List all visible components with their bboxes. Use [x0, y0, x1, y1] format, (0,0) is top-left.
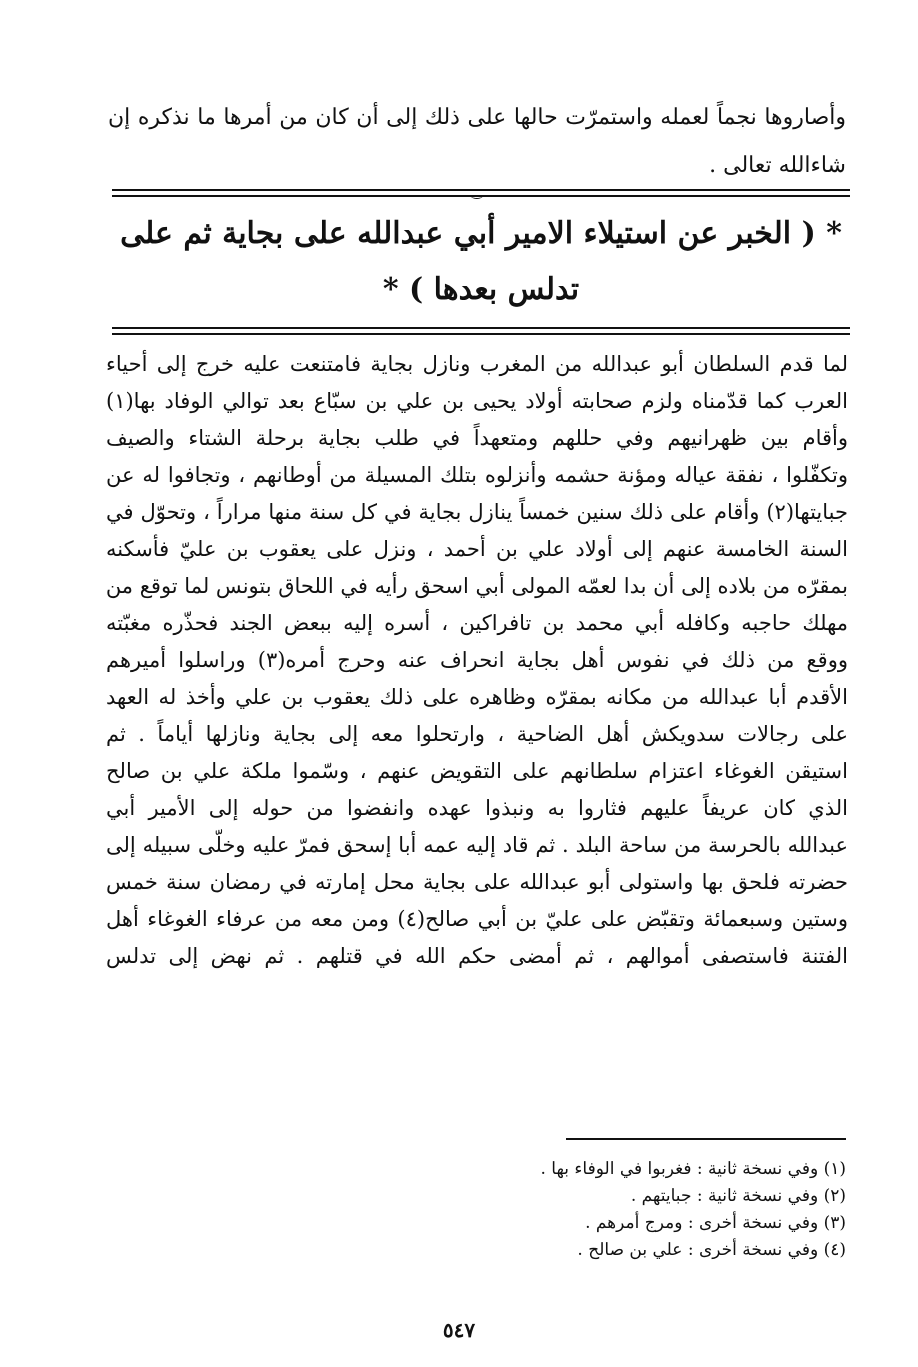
- body-line: حضرته فلحق بها واستولى أبو عبدالله على بجاية محل إمارته في رمضان سنة خمس: [106, 870, 848, 894]
- footnote-item: (٢) وفي نسخة ثانية : جبايتهم .: [630, 1186, 846, 1206]
- intro-line: وأصاروها نجماً لعمله واستمرّت حالها على ذلك إلى أن كان من أمرها ما نذكره إن: [108, 105, 846, 130]
- body-line: الأقدم أبا عبدالله من مكانه بمقرّه وظاهره على ذلك يعقوب بن علي وأخذ له العهد: [106, 685, 848, 709]
- footnote-item: (٤) وفي نسخة أخرى : علي بن صالح .: [577, 1240, 846, 1260]
- body-line: الفتنة فاستصفى أموالهم ، ثم أمضى حكم الله في قتلهم . ثم نهض إلى تدلس: [106, 944, 848, 968]
- body-paragraph: [106, 346, 848, 975]
- body-line: ووقع من ذلك في نفوس أهل بجاية انحراف عنه وحرج أمره(٣) وراسلوا أميرهم: [106, 648, 848, 672]
- page-number: ٥٤٧: [442, 1318, 476, 1342]
- body-line: وأقام بين ظهرانيهم وفي حللهم ومتعهداً في طلب بجاية برحلة الشتاء والصيف: [106, 426, 848, 450]
- body-line: عبدالله بالحرسة من ساحة البلد . ثم قاد إليه عمه أبا إسحق فمرّ عليه وخلّى سبيله إلى: [106, 833, 848, 857]
- section-heading: [112, 206, 850, 318]
- body-line: وتكفّلوا ، نفقة عياله ومؤنة حشمه وأنزلوه بتلك المسيلة من أوطانهم ، وتجافوا له عن: [106, 463, 848, 487]
- heading-line: تدلس بعدها ) *: [382, 272, 580, 307]
- body-line: لما قدم السلطان أبو عبدالله من المغرب ونازل بجاية فامتنعت عليه خرج إلى أحياء: [106, 352, 848, 376]
- body-line: العرب كما قدّمناه ولزم صحابته أولاد يحيى بن علي بن سبّاع بعد توالي الوفاد بها(١): [106, 389, 848, 413]
- body-line: على رجالات سدويكش أهل الضاحية ، وارتحلوا معه إلى بجاية ونازلها أياماً . ثم: [106, 722, 848, 746]
- body-line: وستين وسبعمائة وتقبّض على عليّ بن أبي صالح(٤) ومن معه من عرفاء الغوغاء أهل: [106, 907, 848, 931]
- body-line: بمقرّه من بلاده إلى أن بدا لعمّه المولى أبي اسحق رأيه في اللحاق بتونس لما توقع من: [106, 574, 848, 598]
- heading-bottom-rule: [112, 327, 850, 335]
- intro-line: شاءالله تعالى .: [709, 153, 846, 178]
- heading-line: * ( الخبر عن استيلاء الامير أبي عبدالله على بجاية ثم على: [120, 216, 842, 251]
- ornament-mark: ‿: [472, 185, 482, 199]
- body-line: استيقن الغوغاء اعتزام سلطانهم على التقويض عنهم ، وسّموا ملكة علي بن صالح: [106, 759, 848, 783]
- body-line: مهلك حاجبه وكافله أبي محمد بن تافراكين ، أسره إليه ببعض الجند فحذّره مغبّته: [106, 611, 848, 635]
- body-line: جبايتها(٢) وأقام على ذلك سنين خمساً ينازل بجاية في كل سنة منها مراراً ، وتحوّل في: [106, 500, 848, 524]
- footnotes: [440, 1156, 846, 1264]
- footnote-item: (١) وفي نسخة ثانية : فغربوا في الوفاء بها .: [540, 1159, 846, 1179]
- intro-paragraph: [108, 94, 846, 190]
- footnote-separator: [566, 1138, 846, 1140]
- body-line: السنة الخامسة عنهم إلى أولاد علي بن أحمد ، ونزل على يعقوب بن عليّ فأسكنه: [106, 537, 848, 561]
- body-line: الذي كان عريفاً عليهم فثاروا به ونبذوا عهده وانفضوا من حوله إلى الأمير أبي: [106, 796, 848, 820]
- footnote-item: (٣) وفي نسخة أخرى : ومرج أمرهم .: [585, 1213, 846, 1233]
